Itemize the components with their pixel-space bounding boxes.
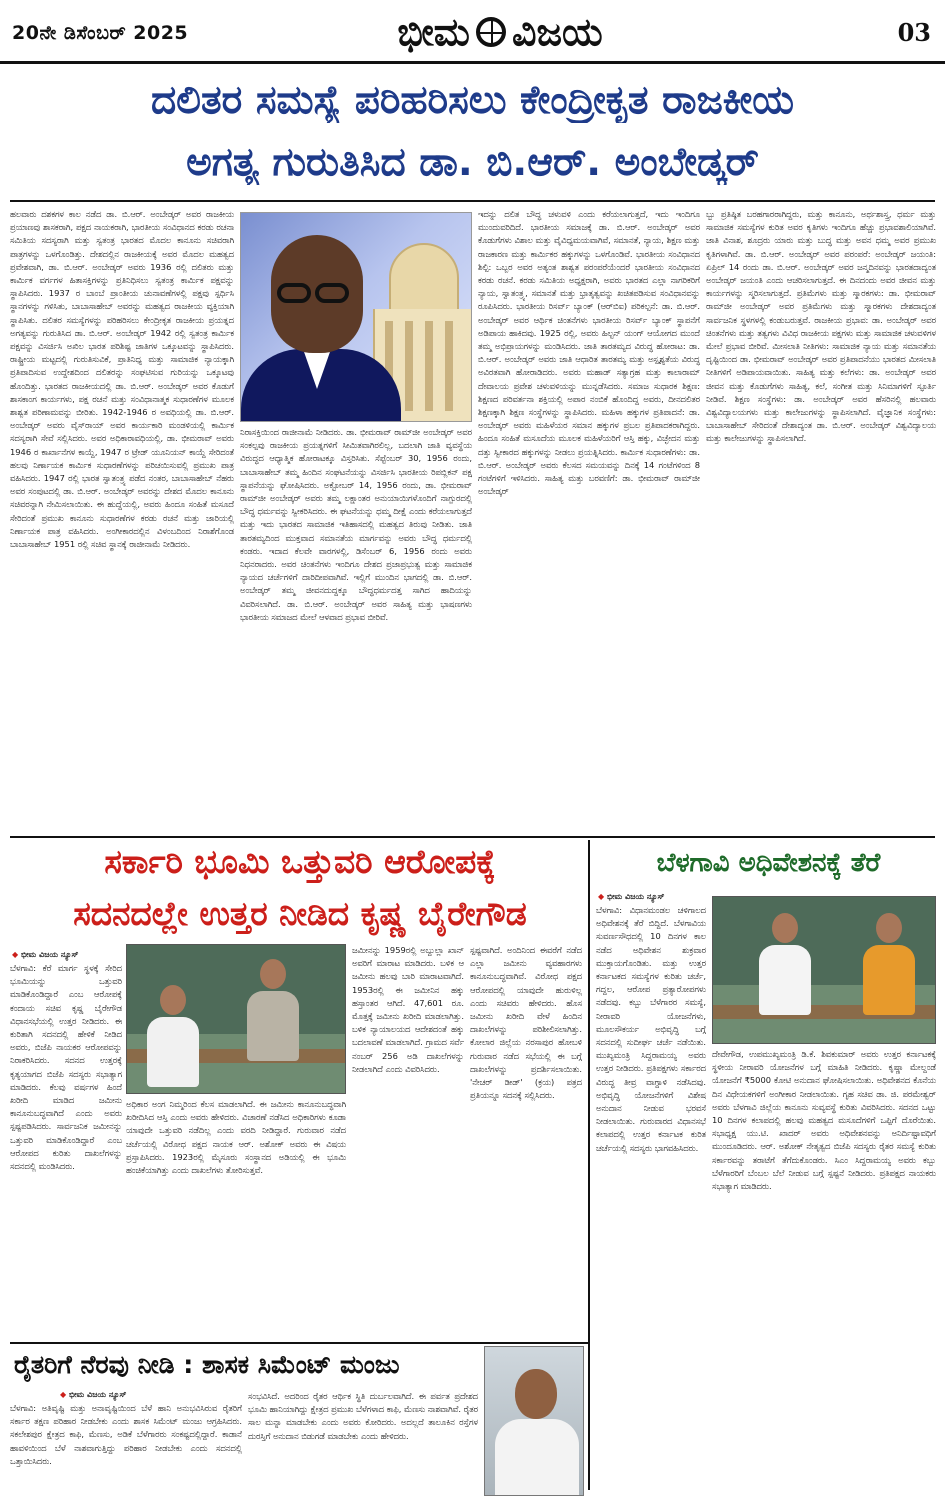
- page-number: 03: [897, 18, 931, 47]
- newspaper-logo: [370, 6, 630, 58]
- lead-column-3: [478, 208, 700, 832]
- lead-column-1: [10, 208, 234, 832]
- land-column-4: [470, 944, 582, 1336]
- ambedkar-photo: [240, 212, 472, 422]
- article-text: ಹಲವಾರು ದಶಕಗಳ ಕಾಲ ನಡೆದ ಡಾ. ಬಿ.ಆರ್. ಅಂಬೇಡ್ಕರ್ ಅವರ ರಾಜಕೀಯ ಪ್ರಯಾಣವು ಶಾಸಕರಾಗಿ, ಪಕ್ಷದ ನಾಯಕರಾಗಿ, ಭಾರತೀಯ ಸಂವಿಧಾನದ ಕರಡು ರಚನಾ ಸಮಿತಿಯ ಸದಸ್ಯರಾಗಿ ಮತ್ತು ಸ್ವತಂತ್ರ ಭಾರತದ ಮೊದಲ ಕಾನೂನು ಸಚಿವರಾಗಿ ಪಾತ್ರಗಳನ್ನು ಒಳಗೊಂಡಿತ್ತು. ದೇಶದಲ್ಲಿನ ರಾಜಕೀಯಕ್ಕೆ ಅವರ ಮೊದಲ ಮಹತ್ವದ ಪ್ರವೇಶವಾಗಿ, ಡಾ. ಬಿ.ಆರ್. ಅಂಬೇಡ್ಕರ್ ಅವರು 1936 ರಲ್ಲಿ ದಲಿತರು ಮತ್ತು ಕಾರ್ಮಿಕ ವರ್ಗಗಳ ಹಿತಾಸಕ್ತಿಗಳನ್ನು ಪ್ರತಿನಿಧಿಸಲು ಸ್ವತಂತ್ರ ಕಾರ್ಮಿಕ ಪಕ್ಷವನ್ನು ಸ್ಥಾಪಿಸಿದರು. 1937 ರ ಬಾಂಬೆ ಪ್ರಾಂತೀಯ ಚುನಾವಣೆಗಳಲ್ಲಿ ಪಕ್ಷವು ಸ್ಪರ್ಧಿಸಿ ಸ್ಥಾನಗಳನ್ನು ಗಳಿಸಿತು, ಬಾಬಾಸಾಹೇಬ್ ಅವರನ್ನು ಮಹತ್ವದ ರಾಜಕೀಯ ವ್ಯಕ್ತಿಯಾಗಿ ಸ್ಥಾಪಿಸಿತು. ದಲಿತರ ಸಮಸ್ಯೆಗಳನ್ನು ಪರಿಹರಿಸಲು ಕೇಂದ್ರೀಕೃತ ರಾಜಕೀಯ ಪ್ರಯತ್ನದ ಅಗತ್ಯವನ್ನು ಗುರುತಿಸಿದ ಡಾ. ಬಿ.ಆರ್. ಅಂಬೇಡ್ಕರ್ 1942 ರಲ್ಲಿ ಸ್ವತಂತ್ರ ಕಾರ್ಮಿಕ ಪಕ್ಷವನ್ನು ವಿಸರ್ಜಿಸಿ ಅಖಿಲ ಭಾರತ ಪರಿಶಿಷ್ಟ ಜಾತಿಗಳ ಒಕ್ಕೂಟವನ್ನು ಸ್ಥಾಪಿಸಿದರು. ರಾಷ್ಟ್ರೀಯ ಮಟ್ಟದಲ್ಲಿ ಗುರುತಿಸುವಿಕೆ, ಪ್ರಾತಿನಿಧ್ಯ ಮತ್ತು ಸಾಮಾಜಿಕ ನ್ಯಾಯಕ್ಕಾಗಿ ಪ್ರತಿಪಾದಿಸುವ ಉದ್ದೇಶದಿಂದ ದಲಿತರನ್ನು ಸಂಘಟಿಸುವ ಗುರಿಯನ್ನು ಒಕ್ಕೂಟವು ಹೊಂದಿತ್ತು. ಭಾರತದ ರಾಜಕೀಯದಲ್ಲಿ ಡಾ. ಬಿ.ಆರ್. ಅಂಬೇಡ್ಕರ್ ಅವರ ಕೊಡುಗೆ ಶಾಸಕಾಂಗ ಕಾರ್ಯಗಳು, ಪಕ್ಷ ರಚನೆ ಮತ್ತು ಸಂವಿಧಾನಾತ್ಮಕ ಸುಧಾರಣೆಗಳ ಮೂಲಕ ಶಾಶ್ವತ ಪರಿಣಾಮವನ್ನು ಬೀರಿತು. 1942-1946 ರ ಅವಧಿಯಲ್ಲಿ ಡಾ. ಬಿ.ಆರ್. ಅಂಬೇಡ್ಕರ್ ಅವರು ವೈಸ್‌ರಾಯ್ ಅವರ ಕಾರ್ಯಕಾರಿ ಮಂಡಳಿಯಲ್ಲಿ ಕಾರ್ಮಿಕ ಸದಸ್ಯರಾಗಿ ಸೇವೆ ಸಲ್ಲಿಸಿದರು. ಅವರ ಅಧಿಕಾರಾವಧಿಯಲ್ಲಿ, ಡಾ. ಭೀಮರಾವ್ ಅವರು 1946 ರ ಕಾರ್ಖಾನೆಗಳ ಕಾಯ್ದೆ, 1947 ರ ಟ್ರೇಡ್ ಯೂನಿಯನ್ ಕಾಯ್ದೆ ಸೇರಿದಂತೆ ಹಲವು ನಿರ್ಣಾಯಕ ಕಾರ್ಮಿಕ ಸುಧಾರಣೆಗಳನ್ನು ಪರಿಚಯಿಸುವಲ್ಲಿ ಪ್ರಮುಖ ಪಾತ್ರ ವಹಿಸಿದರು. 1947 ರಲ್ಲಿ ಭಾರತ ಸ್ವಾತಂತ್ರ್ಯ ಪಡೆದ ನಂತರ, ಬಾಬಾಸಾಹೇಬ್ ನೆಹರು ಅವರ ಸಂಪುಟದಲ್ಲಿ ಡಾ. ಬಿ.ಆರ್. ಅಂಬೇಡ್ಕರ್ ಅವರನ್ನು ದೇಶದ ಮೊದಲ ಕಾನೂನು ಸಚಿವರನ್ನಾಗಿ ನೇಮಿಸಲಾಯಿತು. ಈ ಹುದ್ದೆಯಲ್ಲಿ, ಅವರು ಹಿಂದೂ ಸಂಹಿತೆ ಮಸೂದೆ ಸೇರಿದಂತೆ ಪ್ರಮುಖ ಕಾನೂನು ಸುಧಾರಣೆಗಳ ಕರಡು ರಚನೆ ಮತ್ತು ಜಾರಿಯಲ್ಲಿ ನಿರ್ಣಾಯಕ ಪಾತ್ರ ವಹಿಸಿದರು. ಅಂಗೀಕಾರದಲ್ಲಿನ ವಿಳಂಬದಿಂದ ನಿರಾಶೆಗೊಂಡ ಬಾಬಾಸಾಹೇಬ್ 1951 ರಲ್ಲಿ ಸಚಿವ ಸ್ಥಾನಕ್ಕೆ ರಾಜೀನಾಮೆ ನೀಡಿದರು.: [10, 209, 234, 550]
- mla-cement-manju-photo: [484, 1346, 584, 1496]
- article-text: ಬ್ಬು ಪ್ರತಿಷ್ಠಿತ ಬರಹಗಾರರಾಗಿದ್ದರು, ಮತ್ತು ಕಾನೂನು, ಅರ್ಥಶಾಸ್ತ್ರ, ಧರ್ಮ ಮತ್ತು ಸಾಮಾಜಿಕ ಸಮಸ್ಯೆಗಳ ಕುರಿತ ಅವರ ಕೃತಿಗಳು ಇಂದಿಗೂ ಹೆಚ್ಚು ಪ್ರಭಾವಶಾಲಿಯಾಗಿವೆ. ಜಾತಿ ವಿನಾಶ, ಶೂದ್ರರು ಯಾರು ಮತ್ತು ಬುದ್ಧ ಮತ್ತು ಅವನ ಧಮ್ಮ ಅವರ ಪ್ರಮುಖ ಕೃತಿಗಳಾಗಿವೆ. ಡಾ. ಬಿ.ಆರ್. ಅಂಬೇಡ್ಕರ್ ಅವರ ಪರಂಪರೆ: ಅಂಬೇಡ್ಕರ್ ಜಯಂತಿ: ಏಪ್ರಿಲ್ 14 ರಂದು ಡಾ. ಬಿ.ಆರ್. ಅಂಬೇಡ್ಕರ್ ಅವರ ಜನ್ಮದಿನವನ್ನು ಭಾರತದಾದ್ಯಂತ ಅಂಬೇಡ್ಕರ್ ಜಯಂತಿ ಎಂದು ಆಚರಿಸಲಾಗುತ್ತದೆ. ಈ ದಿನದಂದು ಅವರ ಜೀವನ ಮತ್ತು ಕಾರ್ಯಗಳನ್ನು ಸ್ಮರಿಸಲಾಗುತ್ತದೆ. ಪ್ರತಿಮೆಗಳು ಮತ್ತು ಸ್ಮಾರಕಗಳು: ಡಾ. ಭೀಮರಾವ್ ರಾಮ್‌ಜೀ ಅಂಬೇಡ್ಕರ್ ಅವರ ಪ್ರತಿಮೆಗಳು ಮತ್ತು ಸ್ಮಾರಕಗಳು ದೇಶದಾದ್ಯಂತ ಸಾರ್ವಜನಿಕ ಸ್ಥಳಗಳಲ್ಲಿ ಕಂಡುಬರುತ್ತವೆ. ರಾಜಕೀಯ ಪ್ರಭಾವ: ಡಾ. ಅಂಬೇಡ್ಕರ್ ಅವರ ಚಿಂತನೆಗಳು ಮತ್ತು ತತ್ವಗಳು ವಿವಿಧ ರಾಜಕೀಯ ಪಕ್ಷಗಳು ಮತ್ತು ಸಾಮಾಜಿಕ ಚಳುವಳಿಗಳ ಮೇಲೆ ಪ್ರಭಾವ ಬೀರಿವೆ. ಮೀಸಲಾತಿ ನೀತಿಗಳು: ಸಾಮಾಜಿಕ ನ್ಯಾಯ ಮತ್ತು ಸಮಾನತೆಯ ದೃಷ್ಟಿಯಿಂದ ಡಾ. ಭೀಮರಾವ್ ಅಂಬೇಡ್ಕರ್ ಅವರ ಪ್ರತಿಪಾದನೆಯು ಭಾರತದ ಮೀಸಲಾತಿ ನೀತಿಗಳಿಗೆ ಅಡಿಪಾಯವಾಯಿತು. ಸಾಹಿತ್ಯ ಮತ್ತು ಕಲೆಗಳು: ಡಾ. ಅಂಬೇಡ್ಕರ್ ಅವರ ಜೀವನ ಮತ್ತು ಕೊಡುಗೆಗಳು ಸಾಹಿತ್ಯ, ಕಲೆ, ಸಂಗೀತ ಮತ್ತು ಸಿನಿಮಾಗಳಿಗೆ ಸ್ಫೂರ್ತಿ ನೀಡಿವೆ. ಶಿಕ್ಷಣ ಸಂಸ್ಥೆಗಳು: ಡಾ. ಅಂಬೇಡ್ಕರ್ ಅವರ ಹೆಸರಿನಲ್ಲಿ ಹಲವಾರು ವಿಶ್ವವಿದ್ಯಾಲಯಗಳು ಮತ್ತು ಕಾಲೇಜುಗಳನ್ನು ಸ್ಥಾಪಿಸಲಾಗಿದೆ. ವೈಜ್ಞಾನಿಕ ಸಂಸ್ಥೆಗಳು: ಬಾಬಾಸಾಹೇಬ್ ಸೇರಿದಂತೆ ದೇಶಾದ್ಯಂತ ಡಾ. ಬಿ.ಆರ್. ಅಂಬೇಡ್ಕರ್ ವಿಶ್ವವಿದ್ಯಾಲಯ ಮತ್ತು ಕಾಲೇಜುಗಳನ್ನು ಸ್ಥಾಪಿಸಲಾಗಿದೆ.: [706, 209, 936, 444]
- divider: [10, 200, 935, 202]
- session-story-byline: ◆ ಭೀಮ ವಿಜಯ ನ್ಯೂಸ್: [598, 892, 664, 902]
- session-column-2: [712, 1048, 936, 1498]
- land-story-byline: ◆ ಭೀಮ ವಿಜಯ ನ್ಯೂಸ್: [12, 950, 78, 960]
- lead-headline-line2: ಅಗತ್ಯ ಗುರುತಿಸಿದ ಡಾ. ಬಿ.ಆರ್. ಅಂಬೇಡ್ಕರ್: [186, 140, 759, 185]
- divider: [10, 836, 935, 838]
- chakra-icon: [476, 17, 506, 47]
- cm-siddaramaiah-speaking: [759, 913, 811, 1015]
- article-text: ಬೆಳಗಾವಿ: ವಿಧಾನಮಂಡಲ ಚಳಿಗಾಲದ ಅಧಿವೇಶನಕ್ಕೆ ತೆರೆ ಬಿದ್ದಿದೆ. ಬೆಳಗಾವಿಯ ಸುವರ್ಣಸೌಧದಲ್ಲಿ 10 ದಿನಗಳ ಕಾಲ ನಡೆದ ಅಧಿವೇಶನ ಶುಕ್ರವಾರ ಮುಕ್ತಾಯಗೊಂಡಿತು. ಮತ್ತು ಉತ್ತರ ಕರ್ನಾಟಕದ ಸಮಸ್ಯೆಗಳ ಕುರಿತು ಚರ್ಚೆ, ಗದ್ದಲ, ಆರೋಪ ಪ್ರತ್ಯಾರೋಪಗಳು ನಡೆದವು. ಕಬ್ಬು ಬೆಳೆಗಾರರ ಸಮಸ್ಯೆ, ನೀರಾವರಿ ಯೋಜನೆಗಳು, ಮೂಲಸೌಕರ್ಯ ಅಭಿವೃದ್ಧಿ ಬಗ್ಗೆ ಸದನದಲ್ಲಿ ಸುದೀರ್ಘ ಚರ್ಚೆ ನಡೆಯಿತು. ಮುಖ್ಯಮಂತ್ರಿ ಸಿದ್ದರಾಮಯ್ಯ ಅವರು ಉತ್ತರ ನೀಡಿದರು. ಪ್ರತಿಪಕ್ಷಗಳು ಸರ್ಕಾರದ ವಿರುದ್ಧ ತೀವ್ರ ವಾಗ್ದಾಳಿ ನಡೆಸಿದವು. ಅಭಿವೃದ್ಧಿ ಯೋಜನೆಗಳಿಗೆ ವಿಶೇಷ ಅನುದಾನ ನೀಡುವ ಭರವಸೆ ನೀಡಲಾಯಿತು. ಗುರುವಾರದ ವಿಧಾನಸಭೆ ಕಲಾಪದಲ್ಲಿ ಉತ್ತರ ಕರ್ನಾಟಕ ಕುರಿತ ಚರ್ಚೆಯಲ್ಲಿ ಸದಸ್ಯರು ಭಾಗವಹಿಸಿದರು.: [596, 905, 706, 1153]
- session-story-headline: ಬೆಳಗಾವಿ ಅಧಿವೇಶನಕ್ಕೆ ತೆರೆ: [656, 848, 881, 878]
- masthead: [0, 0, 945, 64]
- session-photo: [712, 896, 936, 1044]
- assembly-photo: [126, 944, 346, 1094]
- session-column-1: [596, 904, 706, 1498]
- lead-column-4: [706, 208, 936, 832]
- farmers-column-1: [10, 1402, 242, 1498]
- issue-date: 20ನೇ ಡಿಸೆಂಬರ್ 2025: [12, 22, 189, 44]
- land-column-3: [352, 944, 464, 1336]
- article-text: ದೇವೇಗೌಡ, ಉಪಮುಖ್ಯಮಂತ್ರಿ ಡಿ.ಕೆ. ಶಿವಕುಮಾರ್ ಅವರು ಉತ್ತರ ಕರ್ನಾಟಕಕ್ಕೆ ಸ್ಥಳೀಯ ನೀರಾವರಿ ಯೋಜನೆಗಳ ಬಗ್ಗೆ ಮಾಹಿತಿ ನೀಡಿದರು. ಕೃಷ್ಣಾ ಮೇಲ್ದಂಡೆ ಯೋಜನೆಗೆ ₹5000 ಕೋಟಿ ಅನುದಾನ ಘೋಷಿಸಲಾಯಿತು. ಅಧಿವೇಶನದ ಕೊನೆಯ ದಿನ ವಿಧೇಯಕಗಳಿಗೆ ಅಂಗೀಕಾರ ನೀಡಲಾಯಿತು. ಗೃಹ ಸಚಿವ ಡಾ. ಜಿ. ಪರಮೇಶ್ವರ್ ಅವರು ಬೆಳಗಾವಿ ಜಿಲ್ಲೆಯ ಕಾನೂನು ಸುವ್ಯವಸ್ಥೆ ಕುರಿತು ವಿವರಿಸಿದರು. ಸದನದ ಒಟ್ಟು 10 ದಿನಗಳ ಕಲಾಪದಲ್ಲಿ ಹಲವು ಮಹತ್ವದ ಮಸೂದೆಗಳಿಗೆ ಒಪ್ಪಿಗೆ ದೊರೆಯಿತು. ಸಭಾಧ್ಯಕ್ಷ ಯು.ಟಿ. ಖಾದರ್ ಅವರು ಅಧಿವೇಶನವನ್ನು ಅನಿರ್ದಿಷ್ಟಾವಧಿಗೆ ಮುಂದೂಡಿದರು. ಆರ್. ಅಶೋಕ್ ನೇತೃತ್ವದ ಬಿಜೆಪಿ ಸದಸ್ಯರು ರೈತರ ಸಮಸ್ಯೆ ಕುರಿತು ಸರ್ಕಾರವನ್ನು ತರಾಟೆಗೆ ತೆಗೆದುಕೊಂಡರು. ಸಿಎಂ ಸಿದ್ದರಾಮಯ್ಯ ಅವರು ಕಬ್ಬು ಬೆಳೆಗಾರರಿಗೆ ಬೆಂಬಲ ಬೆಲೆ ನೀಡುವ ಬಗ್ಗೆ ಸ್ಪಷ್ಟನೆ ನೀಡಿದರು. ಪ್ರತಿಪಕ್ಷದ ನಾಯಕರು ಸಭಾತ್ಯಾಗ ಮಾಡಿದರು.: [712, 1049, 936, 1192]
- article-text: ಜಮೀನನ್ನು 1959ರಲ್ಲಿ ಅಬ್ದುಲ್ಲಾ ಖಾನ್ ಅವರಿಗೆ ಮಾರಾಟ ಮಾಡಿದರು. ಬಳಿಕ ಆ ಜಮೀನು ಹಲವು ಬಾರಿ ಮಾರಾಟವಾಗಿದೆ. 1953ರಲ್ಲಿ ಈ ಜಮೀನಿನ ಹಕ್ಕು ಹಸ್ತಾಂತರ ಆಗಿದೆ. 47,601 ರೂ. ಮೊತ್ತಕ್ಕೆ ಜಮೀನು ಖರೀದಿ ಮಾಡಲಾಗಿತ್ತು. ಬಳಿಕ ನ್ಯಾಯಾಲಯದ ಆದೇಶದಂತೆ ಹಕ್ಕು ಬದಲಾವಣೆ ಮಾಡಲಾಗಿದೆ. ಗ್ರಾಮದ ಸರ್ವೆ ನಂಬರ್ 256 ಅಡಿ ದಾಖಲೆಗಳನ್ನು ನೀಡಲಾಗಿದೆ ಎಂದು ವಿವರಿಸಿದರು.: [352, 945, 464, 1074]
- article-text: ನಿರಾಸಕ್ತಿಯಿಂದ ರಾಜೀನಾಮೆ ನೀಡಿದರು. ಡಾ. ಭೀಮರಾವ್ ರಾಮ್‌ಜೀ ಅಂಬೇಡ್ಕರ್ ಅವರ ಸಂಕಲ್ಪವು ರಾಜಕೀಯ ಪ್ರಯತ್ನಗಳಿಗೆ ಸೀಮಿತವಾಗಿರಲಿಲ್ಲ, ಬದಲಾಗಿ ಜಾತಿ ವ್ಯವಸ್ಥೆಯ ವಿರುದ್ಧದ ಆಧ್ಯಾತ್ಮಿಕ ಹೋರಾಟಕ್ಕೂ ವಿಸ್ತರಿಸಿತು. ಸೆಪ್ಟೆಂಬರ್ 30, 1956 ರಂದು, ಬಾಬಾಸಾಹೇಬ್ ತಮ್ಮ ಹಿಂದಿನ ಸಂಘಟನೆಯನ್ನು ವಿಸರ್ಜಿಸಿ ಭಾರತೀಯ ರಿಪಬ್ಲಿಕನ್ ಪಕ್ಷ ಸ್ಥಾಪನೆಯನ್ನು ಘೋಷಿಸಿದರು. ಅಕ್ಟೋಬರ್ 14, 1956 ರಂದು, ಡಾ. ಭೀಮರಾವ್ ರಾಮ್‌ಜೀ ಅಂಬೇಡ್ಕರ್ ಅವರು ತಮ್ಮ ಲಕ್ಷಾಂತರ ಅನುಯಾಯಿಗಳೊಂದಿಗೆ ನಾಗ್ಪುರದಲ್ಲಿ ಬೌದ್ಧ ಧರ್ಮವನ್ನು ಸ್ವೀಕರಿಸಿದರು. ಈ ಘಟನೆಯನ್ನು ಧಮ್ಮ ದೀಕ್ಷೆ ಎಂದು ಕರೆಯಲಾಗುತ್ತದೆ ಮತ್ತು ಇದು ಭಾರತದ ಸಾಮಾಜಿಕ ಇತಿಹಾಸದಲ್ಲಿ ಮಹತ್ವದ ತಿರುವು ನೀಡಿತು. ಜಾತಿ ತಾರತಮ್ಯದಿಂದ ಮುಕ್ತವಾದ ಸಮಾನತೆಯ ಮಾರ್ಗವನ್ನು ಅವರು ಬೌದ್ಧ ಧರ್ಮದಲ್ಲಿ ಕಂಡರು. ಇದಾದ ಕೆಲವೇ ವಾರಗಳಲ್ಲಿ, ಡಿಸೆಂಬರ್ 6, 1956 ರಂದು ಅವರು ನಿಧನರಾದರು. ಅವರ ಚಿಂತನೆಗಳು ಇಂದಿಗೂ ದೇಶದ ಪ್ರಜಾಪ್ರಭುತ್ವ ಮತ್ತು ಸಾಮಾಜಿಕ ನ್ಯಾಯದ ಚರ್ಚೆಗಳಿಗೆ ದಾರಿದೀಪವಾಗಿವೆ. ಇಲ್ಲಿಗೆ ಮುಂದಿನ ಭಾಗದಲ್ಲಿ ಡಾ. ಬಿ.ಆರ್. ಅಂಬೇಡ್ಕರ್ ತಮ್ಮ ಜೀವನದುದ್ದಕ್ಕೂ ಬೌದ್ಧಧರ್ಮದತ್ತ ಸಾಗಿದ ಹಾದಿಯನ್ನು ವಿವರಿಸಲಾಗಿದೆ. ಡಾ. ಬಿ.ಆರ್. ಅಂಬೇಡ್ಕರ್ ಅವರ ಸಾಹಿತ್ಯ ಮತ್ತು ಭಾಷಣಗಳು ಭಾರತೀಯ ಸಮಾಜದ ಮೇಲೆ ಆಳವಾದ ಪ್ರಭಾವ ಬೀರಿವೆ.: [240, 427, 472, 622]
- portrait-glasses: [277, 283, 357, 303]
- logo-right-text: ವಿಜಯ: [511, 9, 603, 54]
- logo-left-text: ಭೀಮ: [397, 9, 470, 54]
- member-in-saffron: [863, 913, 915, 1015]
- land-story-headline-line2: ಸದನದಲ್ಲೇ ಉತ್ತರ ನೀಡಿದ ಕೃಷ್ಣ ಬೈರೇಗೌಡ: [73, 894, 527, 933]
- land-story-headline-line1: ಸರ್ಕಾರಿ ಭೂಮಿ ಒತ್ತುವರಿ ಆರೋಪಕ್ಕೆ: [104, 842, 496, 881]
- farmers-story-headline: ರೈತರಿಗೆ ನೆರವು ನೀಡಿ : ಶಾಸಕ ಸಿಮೆಂಟ್ ಮಂಜು: [14, 1350, 400, 1379]
- farmers-column-2: [248, 1390, 478, 1498]
- article-text: ಇದನ್ನು ದಲಿತ ಬೌದ್ಧ ಚಳುವಳಿ ಎಂದು ಕರೆಯಲಾಗುತ್ತದೆ, ಇದು ಇಂದಿಗೂ ಮುಂದುವರಿದಿದೆ. ಭಾರತೀಯ ಸಮಾಜಕ್ಕೆ ಡಾ. ಬಿ.ಆರ್. ಅಂಬೇಡ್ಕರ್ ಅವರ ಕೊಡುಗೆಗಳು ವಿಶಾಲ ಮತ್ತು ವೈವಿಧ್ಯಮಯವಾಗಿವೆ, ಸಮಾನತೆ, ನ್ಯಾಯ, ಶಿಕ್ಷಣ ಮತ್ತು ರಾಜಕಾರಣ ಮತ್ತು ಕಾರ್ಮಿಕರ ಹಕ್ಕುಗಳನ್ನು ಒಳಗೊಂಡಿವೆ. ಭಾರತೀಯ ಸಂವಿಧಾನದ ಶಿಲ್ಪಿ: ಒಬ್ಬರ ಅವರ ಅತ್ಯಂತ ಶಾಶ್ವತ ಪರಂಪರೆಯೆಂದರೆ ಭಾರತೀಯ ಸಂವಿಧಾನದ ಕರಡು ರಚನೆ. ಕರಡು ಸಮಿತಿಯ ಅಧ್ಯಕ್ಷರಾಗಿ, ಅವರು ಭಾರತದ ಎಲ್ಲಾ ನಾಗರಿಕರಿಗೆ ನ್ಯಾಯ, ಸ್ವಾತಂತ್ರ್ಯ, ಸಮಾನತೆ ಮತ್ತು ಭ್ರಾತೃತ್ವವನ್ನು ಖಚಿತಪಡಿಸುವ ಸಂವಿಧಾನವನ್ನು ರೂಪಿಸಿದರು. ಭಾರತೀಯ ರಿಸರ್ವ್ ಬ್ಯಾಂಕ್ (ಆರ್‌ಬಿಐ) ಪರಿಕಲ್ಪನೆ: ಡಾ. ಬಿ.ಆರ್. ಅಂಬೇಡ್ಕರ್ ಅವರ ಆರ್ಥಿಕ ಚಿಂತನೆಗಳು ಭಾರತೀಯ ರಿಸರ್ವ್ ಬ್ಯಾಂಕ್ ಸ್ಥಾಪನೆಗೆ ಅಡಿಪಾಯ ಹಾಕಿದವು. 1925 ರಲ್ಲಿ, ಅವರು ಹಿಲ್ಟನ್ ಯಂಗ್ ಆಯೋಗದ ಮುಂದೆ ತಮ್ಮ ಅಭಿಪ್ರಾಯಗಳನ್ನು ಮಂಡಿಸಿದರು. ಜಾತಿ ತಾರತಮ್ಯದ ವಿರುದ್ಧ ಹೋರಾಟ: ಡಾ. ಬಿ.ಆರ್. ಅಂಬೇಡ್ಕರ್ ಅವರು ಜಾತಿ ಆಧಾರಿತ ತಾರತಮ್ಯ ಮತ್ತು ಅಸ್ಪೃಶ್ಯತೆಯ ವಿರುದ್ಧ ಅವಿರತವಾಗಿ ಹೋರಾಡಿದರು. ಅವರು ಮಹಾಡ್ ಸತ್ಯಾಗ್ರಹ ಮತ್ತು ಕಾಲಾರಾಮ್ ದೇವಾಲಯ ಪ್ರವೇಶ ಚಳುವಳಿಯನ್ನು ಮುನ್ನಡೆಸಿದರು. ಸಮಾಜ ಸುಧಾರಕ ಶಿಕ್ಷಣ: ಶಿಕ್ಷಣದ ಪರಿವರ್ತನಾ ಶಕ್ತಿಯಲ್ಲಿ ಅಪಾರ ನಂಬಿಕೆ ಹೊಂದಿದ್ದ ಅವರು, ದೀನದಲಿತರ ಶಿಕ್ಷಣಕ್ಕಾಗಿ ಶಿಕ್ಷಣ ಸಂಸ್ಥೆಗಳನ್ನು ಸ್ಥಾಪಿಸಿದರು. ಮಹಿಳಾ ಹಕ್ಕುಗಳ ಪ್ರತಿಪಾದನೆ: ಡಾ. ಅಂಬೇಡ್ಕರ್ ಅವರು ಮಹಿಳೆಯರ ಸಮಾನ ಹಕ್ಕುಗಳ ಪ್ರಬಲ ಪ್ರತಿಪಾದಕರಾಗಿದ್ದರು. ಹಿಂದೂ ಸಂಹಿತೆ ಮಸೂದೆಯ ಮೂಲಕ ಮಹಿಳೆಯರಿಗೆ ಆಸ್ತಿ ಹಕ್ಕು, ವಿಚ್ಛೇದನ ಮತ್ತು ದತ್ತು ಸ್ವೀಕಾರದ ಹಕ್ಕುಗಳನ್ನು ನೀಡಲು ಪ್ರಯತ್ನಿಸಿದರು. ಕಾರ್ಮಿಕ ಸುಧಾರಣೆಗಳು: ಡಾ. ಬಿ.ಆರ್. ಅಂಬೇಡ್ಕರ್ ಅವರು ಕೆಲಸದ ಸಮಯವನ್ನು ದಿನಕ್ಕೆ 14 ಗಂಟೆಗಳಿಂದ 8 ಗಂಟೆಗಳಿಗೆ ಇಳಿಸಿದರು. ಸಾಹಿತ್ಯ ಮತ್ತು ಬರವಣಿಗೆ: ಡಾ. ಭೀಮರಾವ್ ರಾಮ್‌ಜೀ ಅಂಬೇಡ್ಕರ್: [478, 209, 700, 497]
- lead-column-2: [240, 426, 472, 832]
- column-divider: [588, 840, 590, 1490]
- seated-member: [147, 985, 199, 1087]
- krishna-byregowda-speaking: [247, 959, 299, 1061]
- farmers-story-byline: ◆ ಭೀಮ ವಿಜಯ ನ್ಯೂಸ್: [60, 1390, 126, 1400]
- lead-headline-line1: ದಲಿತರ ಸಮಸ್ಯೆ ಪರಿಹರಿಸಲು ಕೇಂದ್ರೀಕೃತ ರಾಜಕೀಯ: [150, 78, 795, 123]
- article-text: ಸ್ಪಷ್ಟವಾಗಿದೆ. ಅಂದಿನಿಂದ ಈವರೆಗೆ ನಡೆದ ಎಲ್ಲಾ ಜಮೀನು ವ್ಯವಹಾರಗಳು ಕಾನೂನುಬದ್ಧವಾಗಿವೆ. ವಿರೋಧ ಪಕ್ಷದ ಆರೋಪದಲ್ಲಿ ಯಾವುದೇ ಹುರುಳಿಲ್ಲ ಎಂದು ಸಚಿವರು ಹೇಳಿದರು. ಹೊಸ ಜಮೀನು ಖರೀದಿ ವೇಳೆ ಹಿಂದಿನ ದಾಖಲೆಗಳನ್ನು ಪರಿಶೀಲಿಸಲಾಗಿತ್ತು. ಕೋಲಾರ ಜಿಲ್ಲೆಯ ನರಸಾಪುರ ಹೋಬಳಿ ಗುರುವಾರ ನಡೆದ ಸಭೆಯಲ್ಲಿ ಈ ಬಗ್ಗೆ ದಾಖಲೆಗಳನ್ನು ಪ್ರದರ್ಶಿಸಲಾಯಿತು. 'ನೇಚರ್ ಡೀಡ್' (ಕ್ರಯ) ಪತ್ರದ ಪ್ರತಿಯನ್ನೂ ಸದನಕ್ಕೆ ಸಲ್ಲಿಸಿದರು.: [470, 945, 582, 1101]
- divider: [10, 1342, 588, 1344]
- land-column-1: [10, 962, 122, 1336]
- vidhana-soudha-dome: [389, 243, 459, 313]
- article-text: ಬೆಳಗಾವಿ: ಅತಿವೃಷ್ಟಿ ಮತ್ತು ಅನಾವೃಷ್ಟಿಯಿಂದ ಬೆಳೆ ಹಾನಿ ಅನುಭವಿಸಿರುವ ರೈತರಿಗೆ ಸರ್ಕಾರ ತಕ್ಷಣ ಪರಿಹಾರ ನೀಡಬೇಕು ಎಂದು ಶಾಸಕ ಸಿಮೆಂಟ್ ಮಂಜು ಆಗ್ರಹಿಸಿದರು. ಸಕಲೇಶಪುರ ಕ್ಷೇತ್ರದ ಕಾಫಿ, ಮೆಣಸು, ಅಡಿಕೆ ಬೆಳೆಗಾರರು ಸಂಕಷ್ಟದಲ್ಲಿದ್ದಾರೆ. ಕಾಡಾನೆ ಹಾವಳಿಯಿಂದ ಬೆಳೆ ನಾಶವಾಗುತ್ತಿದ್ದು ಪರಿಹಾರ ನೀಡಬೇಕು ಎಂದು ಸದನದಲ್ಲಿ ಒತ್ತಾಯಿಸಿದರು.: [10, 1403, 242, 1466]
- article-text: ಸಂಭವಿಸಿದೆ. ಅದರಿಂದ ರೈತರ ಆರ್ಥಿಕ ಸ್ಥಿತಿ ದುರ್ಬಲವಾಗಿದೆ. ಈ ಪರ್ವತ ಪ್ರದೇಶದ ಭೂಮಿ ಹಾನಿಯಾಗಿದ್ದು ಕ್ಷೇತ್ರದ ಪ್ರಮುಖ ಬೆಳೆಗಳಾದ ಕಾಫಿ, ಮೆಣಸು ನಾಶವಾಗಿವೆ. ರೈತರ ಸಾಲ ಮನ್ನಾ ಮಾಡಬೇಕು ಎಂದು ಅವರು ಕೋರಿದರು. ಅದಲ್ಲದೆ ತಾಲೂಕಿನ ರಸ್ತೆಗಳ ದುರಸ್ತಿಗೆ ಅನುದಾನ ಬಿಡುಗಡೆ ಮಾಡಬೇಕು ಎಂದು ಹೇಳಿದರು.: [248, 1391, 478, 1441]
- article-text: ಬೆಳಗಾವಿ: ಕೆರೆ ಮಾರ್ಗ ಸ್ಥಳಕ್ಕೆ ಸೇರಿದ ಭೂಮಿಯನ್ನು ಒತ್ತುವರಿ ಮಾಡಿಕೊಂಡಿದ್ದಾರೆ ಎಂಬ ಆರೋಪಕ್ಕೆ ಕಂದಾಯ ಸಚಿವ ಕೃಷ್ಣ ಬೈರೇಗೌಡ ವಿಧಾನಸಭೆಯಲ್ಲಿ ಉತ್ತರ ನೀಡಿದರು. ಈ ಕುರಿತಾಗಿ ಸದನದಲ್ಲಿ ಹೇಳಿಕೆ ನೀಡಿದ ಅವರು, ಬಿಜೆಪಿ ನಾಯಕರ ಆರೋಪವನ್ನು ನಿರಾಕರಿಸಿದರು. ಸದನದ ಉತ್ತರಕ್ಕೆ ಕೃತ್ಯಯಾಗದ ಬಿಜೆಪಿ ಸದಸ್ಯರು ಸಭಾತ್ಯಾಗ ಮಾಡಿದರು. ಕೆಲವು ವರ್ಷಗಳ ಹಿಂದೆ ಖರೀದಿ ಮಾಡಿದ ಜಮೀನು ಕಾನೂನುಬದ್ಧವಾಗಿದೆ ಎಂದು ಅವರು ಸ್ಪಷ್ಟಪಡಿಸಿದರು. ಸಾರ್ವಜನಿಕ ಜಮೀನನ್ನು ಒತ್ತುವರಿ ಮಾಡಿಕೊಂಡಿದ್ದಾರೆ ಎಂಬ ಆರೋಪದ ಕುರಿತು ದಾಖಲೆಗಳನ್ನು ಸದನದಲ್ಲಿ ಮಂಡಿಸಿದರು.: [10, 963, 122, 1172]
- article-text: ಅಧಿಕಾರ ಅಂಗ ನಿಮ್ಮರಿಂದ ಕೆಲಸ ಮಾಡಲಾಗಿದೆ. ಈ ಜಮೀನು ಕಾನೂನುಬದ್ಧವಾಗಿ ಖರೀದಿಸಿದ ಆಸ್ತಿ ಎಂದು ಅವರು ಹೇಳಿದರು. ವಿಚಾರಣೆ ನಡೆಸಿದ ಅಧಿಕಾರಿಗಳು ಕೂಡಾ ಯಾವುದೇ ಒತ್ತುವರಿ ನಡೆದಿಲ್ಲ ಎಂದು ವರದಿ ನೀಡಿದ್ದಾರೆ. ಗುರುವಾರ ನಡೆದ ಚರ್ಚೆಯಲ್ಲಿ ವಿರೋಧ ಪಕ್ಷದ ನಾಯಕ ಆರ್. ಅಶೋಕ್ ಅವರು ಈ ವಿಷಯ ಪ್ರಸ್ತಾಪಿಸಿದರು. 1923ರಲ್ಲಿ ಮೈಸೂರು ಸಂಸ್ಥಾನದ ಅಡಿಯಲ್ಲಿ ಈ ಭೂಮಿ ಹಂಚಿಕೆಯಾಗಿತ್ತು ಎಂದು ದಾಖಲೆಗಳು ತೋರಿಸುತ್ತವೆ.: [126, 1099, 346, 1176]
- land-column-2: [126, 1098, 346, 1336]
